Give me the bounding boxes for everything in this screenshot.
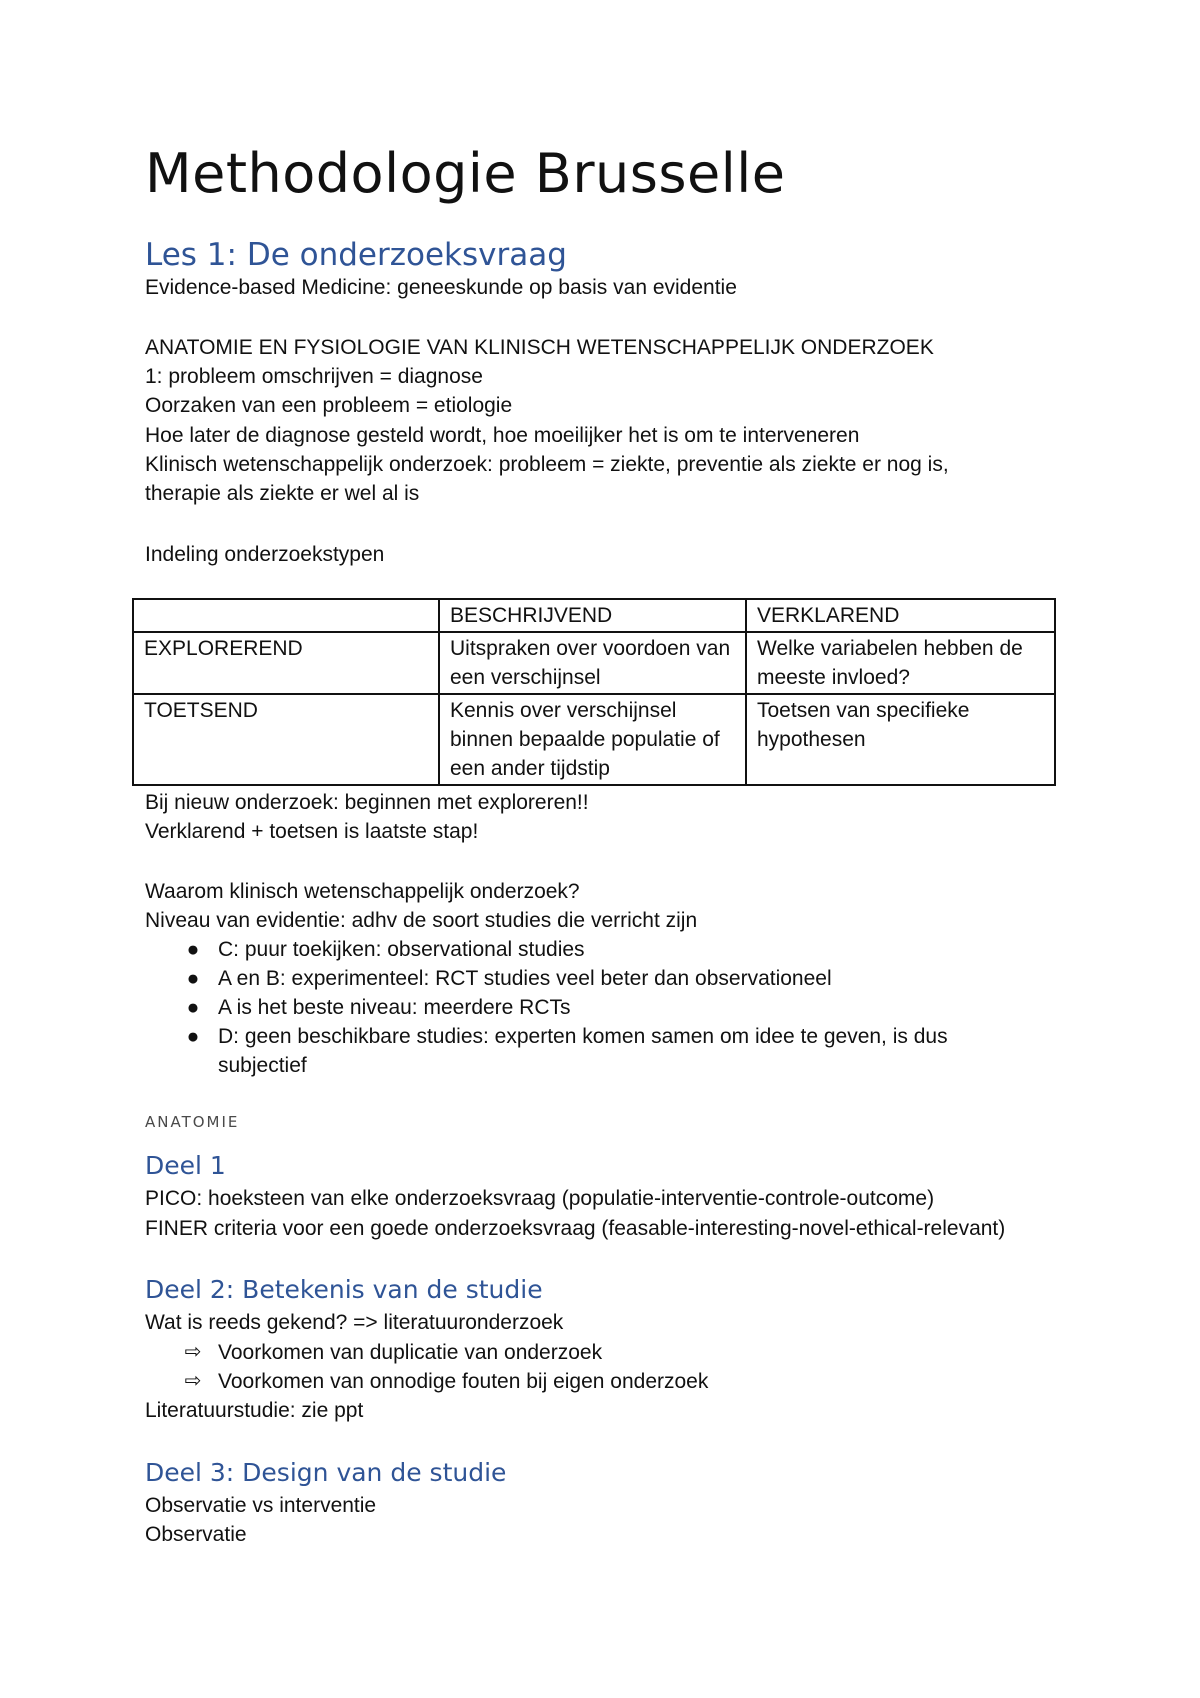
table-cell: Toetsen van specifieke hypothesen (746, 694, 1055, 785)
table-cell: Kennis over verschijnsel binnen bepaalde populatie of een ander tijdstip (439, 694, 746, 785)
text-line: therapie als ziekte er wel al is (145, 482, 420, 505)
text-line: Klinisch wetenschappelijk onderzoek: probleem = ziekte, preventie als ziekte er nog is, (145, 453, 949, 476)
text-line: Literatuurstudie: zie ppt (145, 1399, 364, 1422)
research-types-table (132, 598, 1056, 786)
text-line: PICO: hoeksteen van elke onderzoeksvraag (populatie-interventie-controle-outcome) (145, 1187, 935, 1210)
text-line: Observatie vs interventie (145, 1494, 377, 1517)
text-line: Wat is reeds gekend? => literatuuronderzoek (145, 1311, 564, 1334)
arrow-list (145, 1338, 708, 1396)
text-line: Waarom klinisch wetenschappelijk onderzoek? (145, 880, 580, 903)
table-row (133, 632, 1055, 694)
table-cell (133, 599, 439, 632)
arrow-right-icon: ⇨ (184, 1370, 202, 1392)
text-line: Observatie (145, 1523, 247, 1546)
heading-deel-2: Deel 2: Betekenis van de studie (145, 1275, 543, 1304)
bullet-icon: ● (186, 938, 200, 961)
list-item: ⇨ Voorkomen van onnodige fouten bij eigen onderzoek (145, 1367, 708, 1396)
table-cell: BESCHRIJVEND (439, 599, 746, 632)
bullet-icon: ● (186, 996, 200, 1019)
text-line: Hoe later de diagnose gesteld wordt, hoe moeilijker het is om te interveneren (145, 424, 860, 447)
list-item: ● A is het beste niveau: meerdere RCTs (145, 993, 948, 1022)
list-item: ● C: puur toekijken: observational studies (145, 935, 948, 964)
list-item-continuation: subjectief (218, 1054, 307, 1077)
table-row (133, 694, 1055, 785)
table-cell: EXPLOREREND (133, 632, 439, 694)
indeling-line: Indeling onderzoekstypen (145, 543, 385, 566)
heading-deel-1: Deel 1 (145, 1151, 226, 1180)
anatomy-heading: ANATOMIE EN FYSIOLOGIE VAN KLINISCH WETENSCHAPPELIJK ONDERZOEK (145, 336, 934, 359)
table-cell: TOETSEND (133, 694, 439, 785)
heading-les-1: Les 1: De onderzoeksvraag (145, 237, 567, 273)
text-line: FINER criteria voor een goede onderzoeksvraag (feasable-interesting-novel-ethical-relevant) (145, 1217, 1006, 1240)
list-item: ● A en B: experimenteel: RCT studies veel beter dan observationeel (145, 964, 948, 993)
table-cell: Welke variabelen hebben de meeste invloed? (746, 632, 1055, 694)
table-cell: VERKLAREND (746, 599, 1055, 632)
bullet-icon: ● (186, 1025, 200, 1048)
arrow-right-icon: ⇨ (184, 1341, 202, 1363)
text-line: Bij nieuw onderzoek: beginnen met exploreren!! (145, 791, 589, 814)
table-header-row (133, 599, 1055, 632)
evidence-level-list (145, 935, 948, 1080)
table-cell: Uitspraken over voordoen van een verschijnsel (439, 632, 746, 694)
list-item: ⇨ Voorkomen van duplicatie van onderzoek (145, 1338, 708, 1367)
text-line: Verklarend + toetsen is laatste stap! (145, 820, 479, 843)
heading-deel-3: Deel 3: Design van de studie (145, 1458, 507, 1487)
text-line: Niveau van evidentie: adhv de soort studies die verricht zijn (145, 909, 698, 932)
text-line: 1: probleem omschrijven = diagnose (145, 365, 483, 388)
intro-line: Evidence-based Medicine: geneeskunde op basis van evidentie (145, 276, 737, 299)
text-line: Oorzaken van een probleem = etiologie (145, 394, 513, 417)
anatomie-label: ANATOMIE (145, 1113, 240, 1131)
list-item: ● D: geen beschikbare studies: experten komen samen om idee te geven, is dus (145, 1022, 948, 1051)
document-title: Methodologie Brusselle (145, 142, 786, 205)
bullet-icon: ● (186, 967, 200, 990)
